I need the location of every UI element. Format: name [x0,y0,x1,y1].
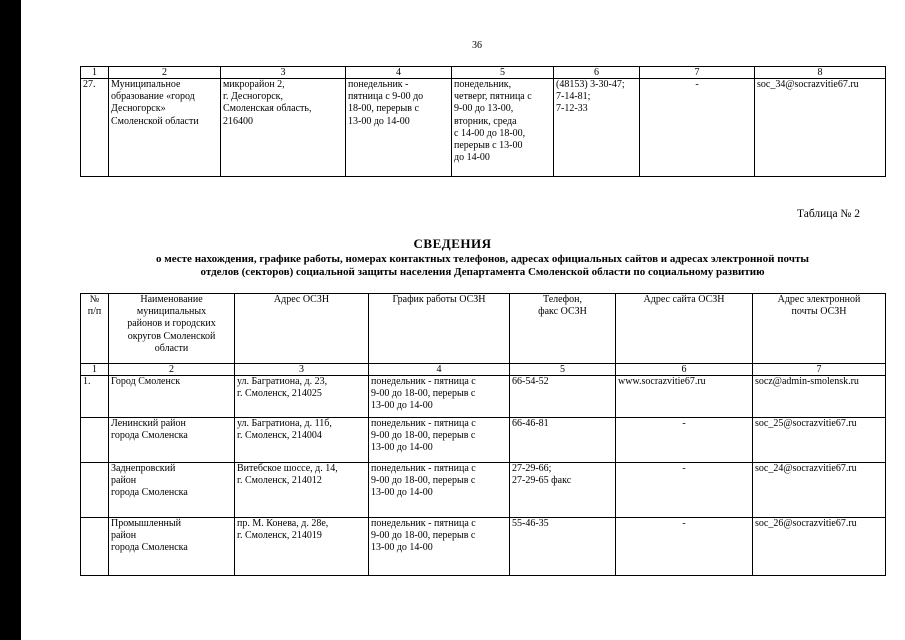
col-number: 6 [616,364,753,376]
row-number [81,463,109,518]
email: soc_26@socrazvitie67.ru [753,518,886,576]
col-number: 2 [109,67,221,79]
address: микрорайон 2, г. Десногорск, Смоленская область, 216400 [221,79,346,177]
page-number: 36 [472,40,482,51]
phone: 55-46-35 [510,518,616,576]
table-row [81,463,886,518]
work-schedule: понедельник - пятница с 9-00 до 18-00, перерыв с 13-00 до 14-00 [369,518,510,576]
table-row [81,518,886,576]
municipality-name: Ленинский район города Смоленска [109,418,235,463]
col-number: 3 [235,364,369,376]
address: ул. Багратиона, д. 23, г. Смоленск, 214025 [235,376,369,418]
site: - [616,463,753,518]
col-number: 3 [221,67,346,79]
col-number: 6 [554,67,640,79]
header-cell: Адрес ОСЗН [235,294,369,364]
row-number: 27. [81,79,109,177]
header-cell: Адрес электронной почты ОСЗН [753,294,886,364]
col-number: 7 [640,67,755,79]
document-title: СВЕДЕНИЯ [413,236,492,251]
offices-table [80,293,886,576]
email: socz@admin-smolensk.ru [753,376,886,418]
row-number [81,418,109,463]
continuation-table [80,66,886,177]
header-cell: Телефон, факс ОСЗН [510,294,616,364]
header-numbers-row [81,364,886,376]
scan-edge-bar [0,0,21,640]
header-cell: График работы ОСЗН [369,294,510,364]
work-schedule: понедельник - пятница с 9-00 до 18-00, перерыв с 13-00 до 14-00 [369,418,510,463]
phone: 66-54-52 [510,376,616,418]
site: - [616,418,753,463]
site: www.socrazvitie67.ru [616,376,753,418]
work-schedule: понедельник - пятница с 9-00 до 18-00, перерыв с 13-00 до 14-00 [369,463,510,518]
address: пр. М. Конева, д. 28е, г. Смоленск, 214019 [235,518,369,576]
municipality-name: Заднепровский район города Смоленска [109,463,235,518]
header-cell: Адрес сайта ОСЗН [616,294,753,364]
table-label: Таблица № 2 [797,208,861,220]
municipality-name: Город Смоленск [109,376,235,418]
site: - [640,79,755,177]
site: - [616,518,753,576]
address: Витебское шоссе, д. 14, г. Смоленск, 214012 [235,463,369,518]
col-number: 4 [369,364,510,376]
phone: 27-29-66; 27-29-65 факс [510,463,616,518]
phone: (48153) 3-30-47; 7-14-81; 7-12-33 [554,79,640,177]
col-number: 5 [452,67,554,79]
reception-schedule: понедельник, четверг, пятница с 9-00 до 13-00, вторник, среда с 14-00 до 18-00, перерыв с 13-00 до 14-00 [452,79,554,177]
col-number: 1 [81,67,109,79]
row-number [81,518,109,576]
table-row [81,418,886,463]
email: soc_25@socrazvitie67.ru [753,418,886,463]
header-cell: Наименование муниципальных районов и городских округов Смоленской области [109,294,235,364]
header-cell: № п/п [81,294,109,364]
col-number: 4 [346,67,452,79]
row-number: 1. [81,376,109,418]
phone: 66-46-81 [510,418,616,463]
col-number: 8 [755,67,886,79]
header-numbers-row [81,67,886,79]
email: soc_34@socrazvitie67.ru [755,79,886,177]
col-number: 1 [81,364,109,376]
email: soc_24@socrazvitie67.ru [753,463,886,518]
municipality-name: Муниципальное образование «город Десногорск» Смоленской области [109,79,221,177]
col-number: 7 [753,364,886,376]
address: ул. Багратиона, д. 11б, г. Смоленск, 214004 [235,418,369,463]
table-row [81,79,886,177]
document-subtitle: о месте нахождения, графике работы, номерах контактных телефонов, адресах официальных сайтов и адресах электронной почты отделов (секторов) социальной защиты населения Департамента Смоленской области по социальному развитию [156,253,809,278]
work-schedule: понедельник - пятница с 9-00 до 18-00, перерыв с 13-00 до 14-00 [346,79,452,177]
table-row [81,376,886,418]
col-number: 5 [510,364,616,376]
municipality-name: Промышленный район города Смоленска [109,518,235,576]
work-schedule: понедельник - пятница с 9-00 до 18-00, перерыв с 13-00 до 14-00 [369,376,510,418]
header-row [81,294,886,364]
col-number: 2 [109,364,235,376]
